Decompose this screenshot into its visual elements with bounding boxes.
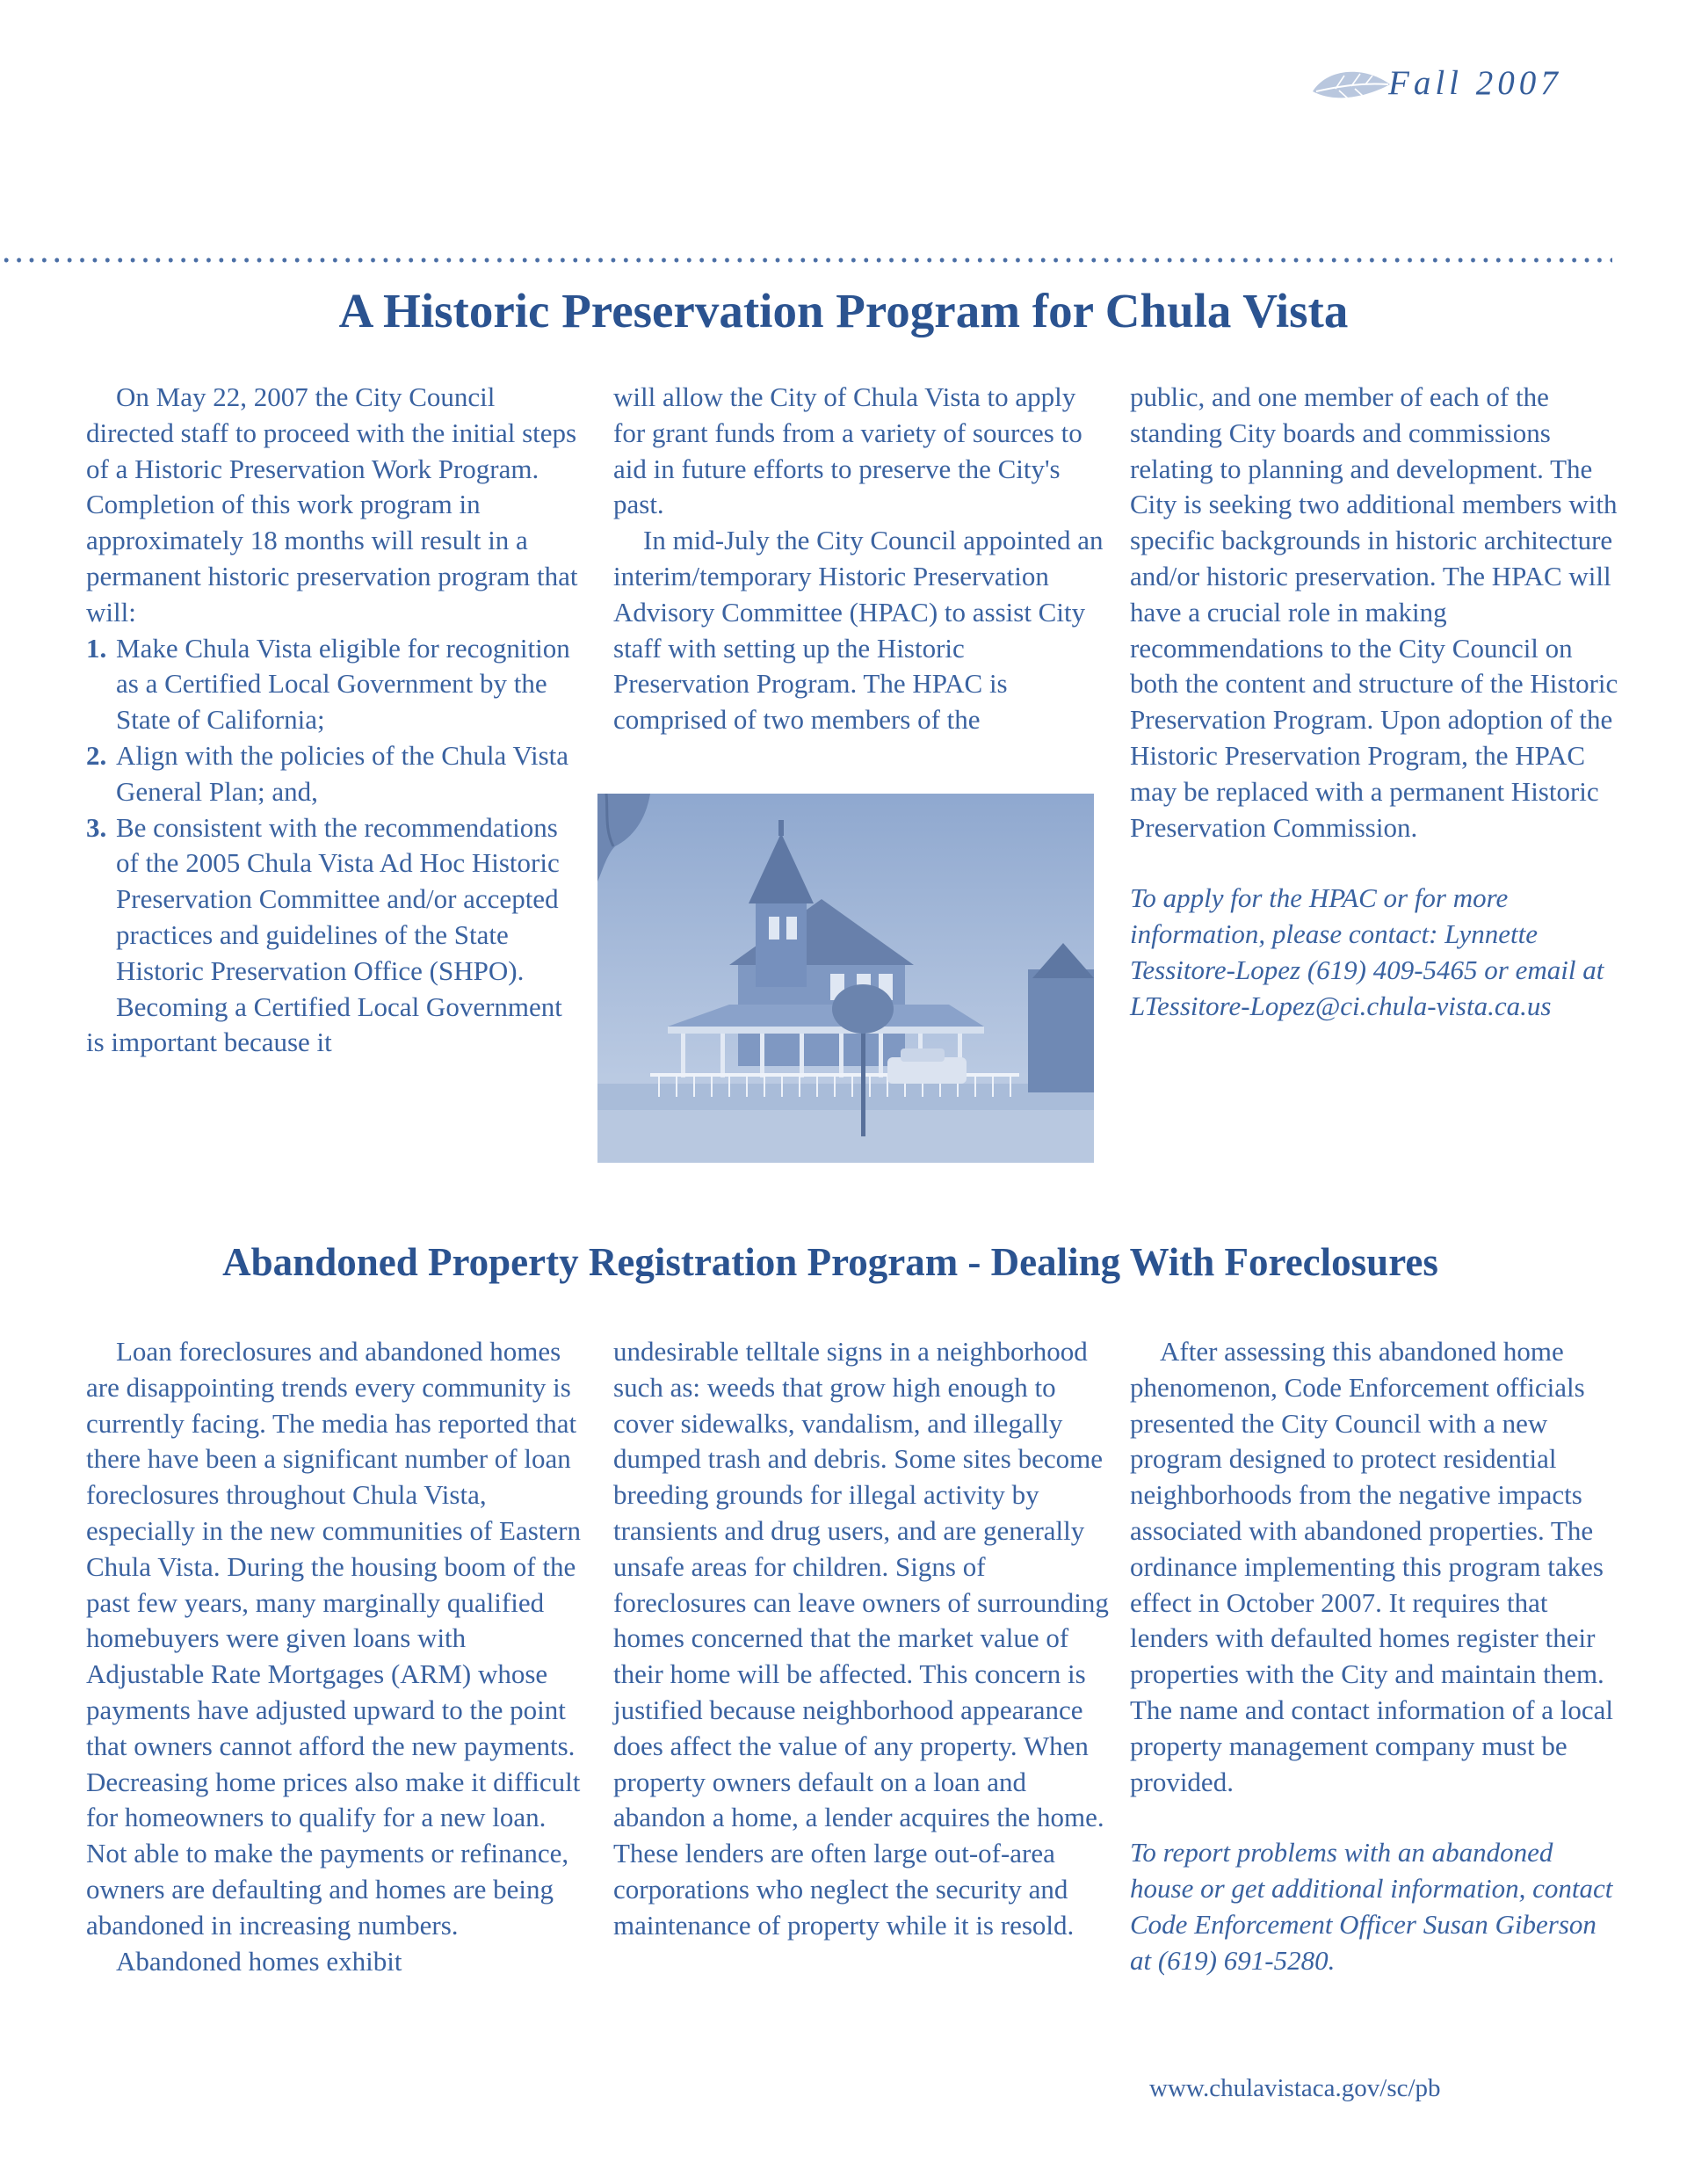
dotted-divider — [0, 257, 1612, 264]
leaf-icon — [1309, 65, 1393, 107]
article1-col1-p1: On May 22, 2007 the City Council directed staff to proceed with the initial steps of a Historic Preservation Work Program. Completion of this work program in approximately 18 months will result in a permanent historic preservation program that will: — [86, 381, 578, 628]
article1-title: A Historic Preservation Program for Chula Vista — [338, 284, 1349, 337]
article1-contact: To apply for the HPAC or for more information, please contact: Lynnette Tessitore-Lopez (619) 409-5465 or email at LTessitore-Lopez@ci.chula-vista.ca.us — [1130, 882, 1604, 1021]
list-number: 2. — [86, 739, 107, 771]
article1-col2-p1: will allow the City of Chula Vista to apply for grant funds from a variety of sources to aid in future efforts to preserve the City's past. — [613, 381, 1082, 520]
article2-col1-p1: Loan foreclosures and abandoned homes are disappointing trends every community is currently facing. The media has reported that there have been a significant number of loan foreclosures throughout Chula Vista, especially in the new communities of Eastern Chula Vista. During the housing boom of the past few years, many marginally qualified homebuyers were given loans with Adjustable Rate Mortgages (ARM) whose payments have adjusted upward to the point that owners cannot afford the new payments. Decreasing home prices also make it difficult for homeowners to qualify for a new loan. Not able to make the payments or refinance, owners are defaulting and homes are being abandoned in increasing numbers. — [86, 1336, 581, 1941]
spacer — [1130, 845, 1622, 881]
spacer — [1130, 1800, 1622, 1835]
edition-label: Fall 2007 — [1388, 64, 1562, 102]
footer-url[interactable]: www.chulavistaca.gov/sc/pb — [1149, 2074, 1441, 2102]
article2-col1-p2: Abandoned homes exhibit — [116, 1945, 402, 1977]
article1-col1-p2: Becoming a Certified Local Government is important because it — [86, 990, 562, 1058]
list-item — [86, 738, 587, 810]
historic-house-photo — [597, 794, 1094, 1163]
article2-col2-p1: undesirable telltale signs in a neighborhood such as: weeds that grow high enough to cover sidewalks, vandalism, and illegally dumped trash and debris. Some sites become breeding grounds for illegal activity by transients and drug users, and are generally unsafe areas for children. Signs of foreclosures can leave owners of surrounding homes concerned that the market value of their home will be affected. This concern is justified because neighborhood appearance does affect the value of any property. When property owners default on a loan and abandon a home, a lender acquires the home. These lenders are often large out-of-area corporations who neglect the security and maintenance of property while it is resold. — [613, 1336, 1109, 1941]
list-number: 3. — [86, 811, 107, 843]
article2-col1 — [86, 1334, 589, 1979]
article1-col1 — [86, 380, 587, 1061]
article1-col2-p2: In mid-July the City Council appointed an interim/temporary Historic Preservation Advisory Committee (HPAC) to assist City staff with setting up the Historic Preservation Program. The HPAC is comprised of two members of the — [613, 525, 1104, 736]
article2-contact: To report problems with an abandoned house or get additional information, contact Code Enforcement Officer Susan Giberson at (619) 691-5280. — [1130, 1837, 1613, 1976]
article1-col3-p1: public, and one member of each of the standing City boards and commissions relating to planning and development. The City is seeking two additional members with specific backgrounds in historic architecture and/or historic preservation. The HPAC will have a crucial role in making recommendations to the City Council on both the content and structure of the Historic Preservation Program. Upon adoption of the Historic Preservation Program, the HPAC may be replaced with a permanent Historic Preservation Commission. — [1130, 381, 1618, 843]
list-text: Be consistent with the recommendations of the 2005 Chula Vista Ad Hoc Historic Preservation Committee and/or accepted practices and guidelines of the State Historic Preservation Office (SHPO). — [116, 811, 560, 986]
list-item — [86, 810, 587, 990]
list-number: 1. — [86, 632, 107, 664]
article1-col3 — [1130, 380, 1622, 1025]
list-text: Make Chula Vista eligible for recognition as a Certified Local Government by the State of California; — [116, 632, 570, 736]
article1-col2 — [613, 380, 1105, 738]
article2-col3 — [1130, 1334, 1622, 1979]
list-item — [86, 631, 587, 738]
article2-col2 — [613, 1334, 1111, 1944]
article2-title: Abandoned Property Registration Program - Dealing With Foreclosures — [222, 1240, 1438, 1284]
list-text: Align with the policies of the Chula Vista General Plan; and, — [116, 739, 569, 807]
article2-col3-p1: After assessing this abandoned home phenomenon, Code Enforcement officials presented the City Council with a new program designed to protect residential neighborhoods from the negative impacts associated with abandoned properties. The ordinance implementing this program takes effect in October 2007. It requires that lenders with defaulted homes register their properties with the City and maintain them. The name and contact information of a local property management company must be provided. — [1130, 1336, 1614, 1797]
